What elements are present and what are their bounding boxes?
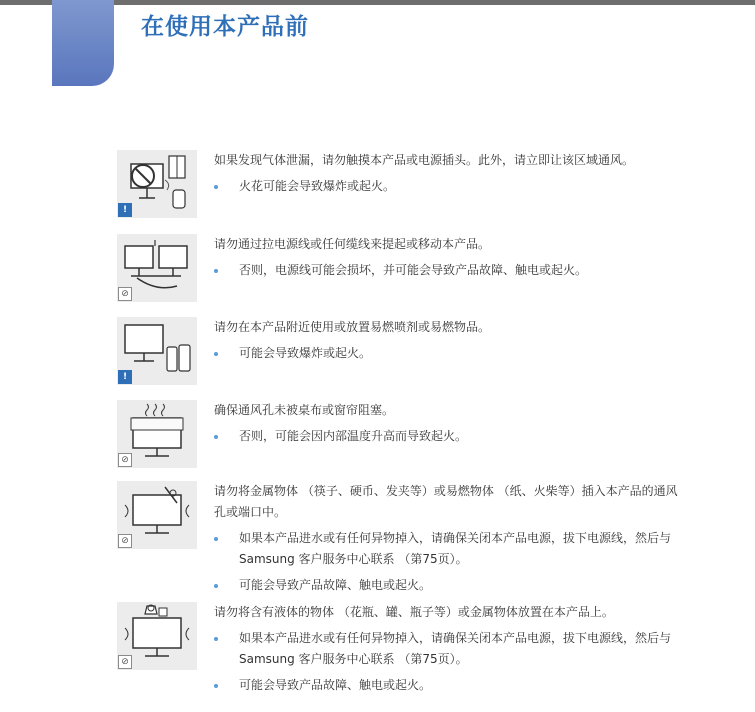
prohibit-badge-icon: ⊘ bbox=[118, 655, 132, 669]
bullet-dot-icon bbox=[214, 435, 218, 439]
power-cord-warning-icon bbox=[117, 234, 197, 302]
liquid-container-warning-icon bbox=[117, 602, 197, 670]
bullet-item: 否则，电源线可能会损坏，并可能会导致产品故障、触电或起火。 bbox=[214, 260, 679, 281]
safety-item-gas-leak bbox=[117, 150, 717, 222]
safety-item-liquid-container bbox=[117, 602, 717, 708]
item-main-text: 请勿将金属物体 （筷子、硬币、发夹等）或易燃物体 （纸、火柴等）插入本产品的通风孔或端口中。 bbox=[214, 484, 678, 519]
safety-item-covered-vent bbox=[117, 400, 717, 468]
item-text bbox=[214, 317, 679, 369]
item-text bbox=[214, 602, 679, 701]
item-bullets bbox=[214, 260, 679, 281]
item-main-text: 请勿将含有液体的物体 （花瓶、罐、瓶子等）或金属物体放置在本产品上。 bbox=[214, 605, 614, 619]
prohibit-badge-icon: ⊘ bbox=[118, 287, 132, 301]
item-main-text: 确保通风孔未被桌布或窗帘阻塞。 bbox=[214, 403, 395, 417]
bullet-dot-icon bbox=[214, 637, 218, 641]
item-text bbox=[214, 234, 679, 286]
bullet-item: 可能会导致产品故障、触电或起火。 bbox=[214, 575, 679, 596]
info-badge-icon: ! bbox=[118, 203, 132, 217]
item-text bbox=[214, 150, 679, 202]
gas-leak-warning-icon bbox=[117, 150, 197, 218]
bullet-item: 火花可能会导致爆炸或起火。 bbox=[214, 176, 679, 197]
bullet-dot-icon bbox=[214, 269, 218, 273]
item-bullets bbox=[214, 343, 679, 364]
bullet-item: 可能会导致爆炸或起火。 bbox=[214, 343, 679, 364]
item-bullets bbox=[214, 176, 679, 197]
safety-item-flammable-spray bbox=[117, 317, 717, 385]
bullet-item: 否则，可能会因内部温度升高而导致起火。 bbox=[214, 426, 679, 447]
safety-item-metal-object bbox=[117, 481, 717, 591]
safety-item-power-cord bbox=[117, 234, 717, 302]
bullet-dot-icon bbox=[214, 584, 218, 588]
prohibit-badge-icon: ⊘ bbox=[118, 453, 132, 467]
info-badge-icon: ! bbox=[118, 370, 132, 384]
bullet-item: 如果本产品进水或有任何异物掉入，请确保关闭本产品电源，拔下电源线，然后与 Samsung 客户服务中心联系 （第75页）。 bbox=[214, 528, 679, 570]
bullet-dot-icon bbox=[214, 185, 218, 189]
section-tab bbox=[52, 0, 114, 86]
item-main-text: 请勿通过拉电源线或任何缆线来提起或移动本产品。 bbox=[214, 237, 491, 251]
item-main-text: 请勿在本产品附近使用或放置易燃喷剂或易燃物品。 bbox=[214, 320, 491, 334]
item-bullets bbox=[214, 426, 679, 447]
flammable-spray-warning-icon bbox=[117, 317, 197, 385]
item-bullets bbox=[214, 528, 679, 596]
metal-object-warning-icon bbox=[117, 481, 197, 549]
covered-vent-warning-icon bbox=[117, 400, 197, 468]
page-title: 在使用本产品前 bbox=[141, 14, 309, 40]
bullet-dot-icon bbox=[214, 684, 218, 688]
item-main-text: 如果发现气体泄漏，请勿触摸本产品或电源插头。此外，请立即让该区域通风。 bbox=[214, 153, 635, 167]
bullet-dot-icon bbox=[214, 537, 218, 541]
item-bullets bbox=[214, 628, 679, 696]
bullet-dot-icon bbox=[214, 352, 218, 356]
prohibit-badge-icon: ⊘ bbox=[118, 534, 132, 548]
item-text bbox=[214, 400, 679, 452]
item-text bbox=[214, 481, 679, 601]
bullet-item: 可能会导致产品故障、触电或起火。 bbox=[214, 675, 679, 696]
bullet-item: 如果本产品进水或有任何异物掉入，请确保关闭本产品电源，拔下电源线，然后与 Samsung 客户服务中心联系 （第75页）。 bbox=[214, 628, 679, 670]
